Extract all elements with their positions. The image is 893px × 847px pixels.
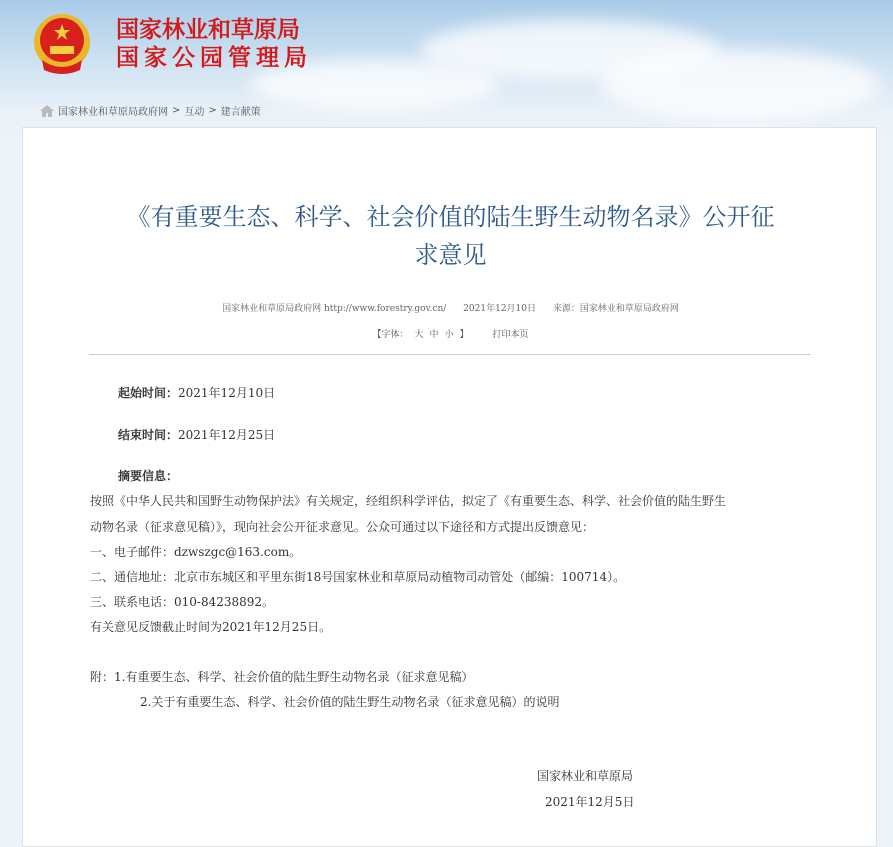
divider <box>89 354 811 355</box>
end-time-value: 2021年12月25日 <box>178 428 276 442</box>
article-tools <box>23 327 878 340</box>
paragraph-line: 动物名录（征求意见稿）》，现向社会公开征求意见。公众可通过以下途径和方式提出反馈意见： <box>90 520 595 534</box>
end-time-label: 结束时间： <box>118 428 179 442</box>
logo-line2: 国家公园管理局 <box>116 45 312 71</box>
sign-date: 2021年12月5日 <box>545 795 635 809</box>
breadcrumb <box>40 103 261 118</box>
font-size-bracket: 】 <box>459 330 469 340</box>
breadcrumb-home[interactable]: 国家林业和草原局政府网 <box>58 107 168 118</box>
logo-line1: 国家林业和草原局 <box>116 17 300 43</box>
font-large-button[interactable]: 大 <box>414 330 424 340</box>
start-time-value: 2021年12月10日 <box>178 386 276 400</box>
summary-label: 摘要信息： <box>118 469 179 483</box>
print-button[interactable]: 打印本页 <box>492 330 529 340</box>
start-time-label: 起始时间： <box>118 386 179 400</box>
contact-address: 二、通信地址：北京市东城区和平里东街18号国家林业和草原局动植物司动管处（邮编：100714）。 <box>90 570 626 584</box>
paragraph-line: 按照《中华人民共和国野生动物保护法》有关规定，经组织科学评估，拟定了《有重要生态、科学、社会价值的陆生野生 <box>90 494 727 508</box>
font-medium-button[interactable]: 中 <box>429 330 439 340</box>
article-meta <box>23 301 878 314</box>
article-container <box>22 127 877 847</box>
meta-site: 国家林业和草原局政府网 http://www.forestry.gov.cn/ <box>222 304 447 314</box>
signature: 国家林业和草原局 <box>537 769 634 783</box>
attachment-link-2[interactable]: 2.关于有重要生态、科学、社会价值的陆生野生动物名录（征求意见稿）的说明 <box>140 695 560 709</box>
title-line1: 《有重要生态、科学、社会价值的陆生野生动物名录》公开征 <box>126 203 775 231</box>
font-small-button[interactable]: 小 <box>444 330 454 340</box>
attachment-link-1[interactable]: 附：1.有重要生态、科学、社会价值的陆生野生动物名录（征求意见稿） <box>90 670 474 684</box>
end-time <box>118 427 275 443</box>
contact-phone: 三、联系电话：010-84238892。 <box>90 595 275 609</box>
title-line2: 求意见 <box>414 241 487 269</box>
home-icon <box>40 105 54 117</box>
national-emblem-icon <box>32 12 92 76</box>
site-logo[interactable] <box>116 16 312 72</box>
breadcrumb-interaction[interactable]: 互动 <box>184 107 205 118</box>
breadcrumb-separator: > <box>208 105 217 116</box>
deadline: 有关意见反馈截止时间为2021年12月25日。 <box>90 620 332 634</box>
breadcrumb-separator: > <box>172 105 181 116</box>
article-title <box>93 198 808 274</box>
contact-email: 一、电子邮件：dzwszgc@163.com。 <box>90 545 302 559</box>
meta-source: 来源：国家林业和草原局政府网 <box>552 304 679 314</box>
breadcrumb-suggestions[interactable]: 建言献策 <box>220 107 261 118</box>
font-size-label: 【字体： <box>372 330 409 340</box>
start-time <box>118 385 275 401</box>
meta-date: 2021年12月10日 <box>463 304 537 314</box>
